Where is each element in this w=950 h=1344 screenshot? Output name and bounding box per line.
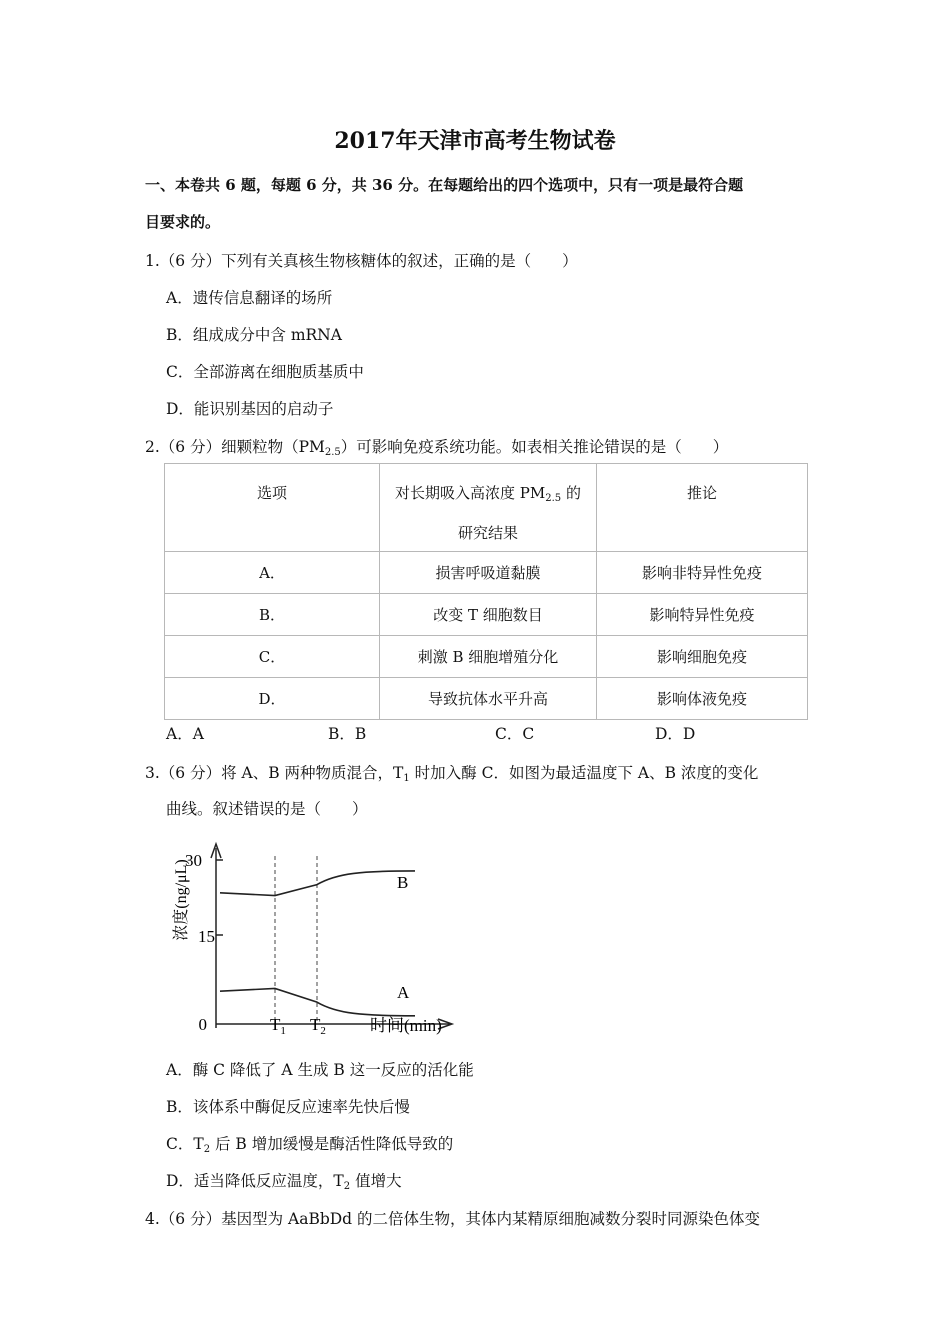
series-a-label: A bbox=[397, 983, 410, 1002]
table-cell: 刺激 B 细胞增殖分化 bbox=[380, 636, 597, 678]
question-3-option-b: B．该体系中酶促反应速率先快后慢 bbox=[166, 1098, 410, 1116]
concentration-time-chart bbox=[160, 836, 460, 1041]
section-instruction-line2: 目要求的。 bbox=[145, 213, 221, 231]
table-cell: 损害呼吸道黏膜 bbox=[380, 552, 597, 594]
question-2-answer-a: A．A bbox=[166, 725, 204, 743]
y-tick-label-30: 30 bbox=[185, 851, 202, 870]
question-1-option-a: A．遗传信息翻译的场所 bbox=[166, 289, 333, 307]
table-cell: C． bbox=[165, 636, 380, 678]
table-row bbox=[165, 594, 808, 636]
question-2-answer-b: B．B bbox=[328, 725, 367, 743]
table-cell: 影响非特异性免疫 bbox=[597, 552, 808, 594]
question-2-answer-c: C．C bbox=[495, 725, 535, 743]
question-3-stem-line1: 3.（6 分）将 A、B 两种物质混合，$T_1$ 时加入酶 C．如图为最适温度下 A、B 浓度的变化 bbox=[145, 764, 759, 784]
page-title: 2017年天津市高考生物试卷 bbox=[334, 128, 616, 154]
question-4-stem: 4.（6 分）基因型为 AaBbDd 的二倍体生物，其体内某精原细胞减数分裂时同源染色体变 bbox=[145, 1210, 761, 1228]
x-tick-label-t2: $T_2$ bbox=[310, 1015, 326, 1037]
table-cell: 改变 T 细胞数目 bbox=[380, 594, 597, 636]
table-cell: 导致抗体水平升高 bbox=[380, 678, 597, 720]
question-3-option-a: A．酶 C 降低了 A 生成 B 这一反应的活化能 bbox=[166, 1061, 474, 1079]
table-cell: 影响细胞免疫 bbox=[597, 636, 808, 678]
question-3-option-c: C．$T_2$ 后 B 增加缓慢是酶活性降低导致的 bbox=[166, 1135, 454, 1155]
table-cell: D． bbox=[165, 678, 380, 720]
series-b-label: B bbox=[397, 873, 409, 892]
table-cell: A． bbox=[165, 552, 380, 594]
x-tick-label-t1: $T_1$ bbox=[270, 1015, 286, 1037]
question-1-option-b: B．组成成分中含 mRNA bbox=[166, 326, 342, 344]
question-2-table bbox=[164, 463, 808, 720]
question-3-option-d: D．适当降低反应温度，$T_2$ 值增大 bbox=[166, 1172, 402, 1192]
section-instruction-line1: 一、本卷共 6 题，每题 6 分，共 36 分。在每题给出的四个选项中，只有一项是最符合题 bbox=[145, 176, 744, 194]
question-1-stem: 1.（6 分）下列有关真核生物核糖体的叙述，正确的是（ ） bbox=[145, 252, 578, 270]
question-2-stem: 2.（6 分）细颗粒物$(PM_{2.5})$可影响免疫系统功能。如表相关推论错误的是（ ） bbox=[145, 438, 729, 458]
question-1-option-c: C．全部游离在细胞质基质中 bbox=[166, 363, 364, 381]
question-3-stem-line2: 曲线。叙述错误的是（ ） bbox=[166, 800, 368, 818]
table-row bbox=[165, 636, 808, 678]
table-cell: B． bbox=[165, 594, 380, 636]
table-header-inference: 推论 bbox=[597, 464, 808, 552]
table-row bbox=[165, 678, 808, 720]
y-tick-label-15: 15 bbox=[198, 927, 215, 946]
origin-label: 0 bbox=[198, 1015, 207, 1034]
table-cell: 影响特异性免疫 bbox=[597, 594, 808, 636]
question-1-option-d: D．能识别基因的启动子 bbox=[166, 400, 334, 418]
x-axis-label: 时间(min) bbox=[370, 1016, 442, 1035]
question-2-answer-d: D．D bbox=[655, 725, 696, 743]
table-header-result: 对长期吸入高浓度 $PM_{2.5}$ 的 研究结果 bbox=[380, 464, 597, 552]
table-header-option: 选项 bbox=[165, 464, 380, 552]
y-axis-label: 浓度(ng/μL) bbox=[173, 859, 190, 941]
table-row bbox=[165, 552, 808, 594]
table-header-row bbox=[165, 464, 808, 552]
table-cell: 影响体液免疫 bbox=[597, 678, 808, 720]
